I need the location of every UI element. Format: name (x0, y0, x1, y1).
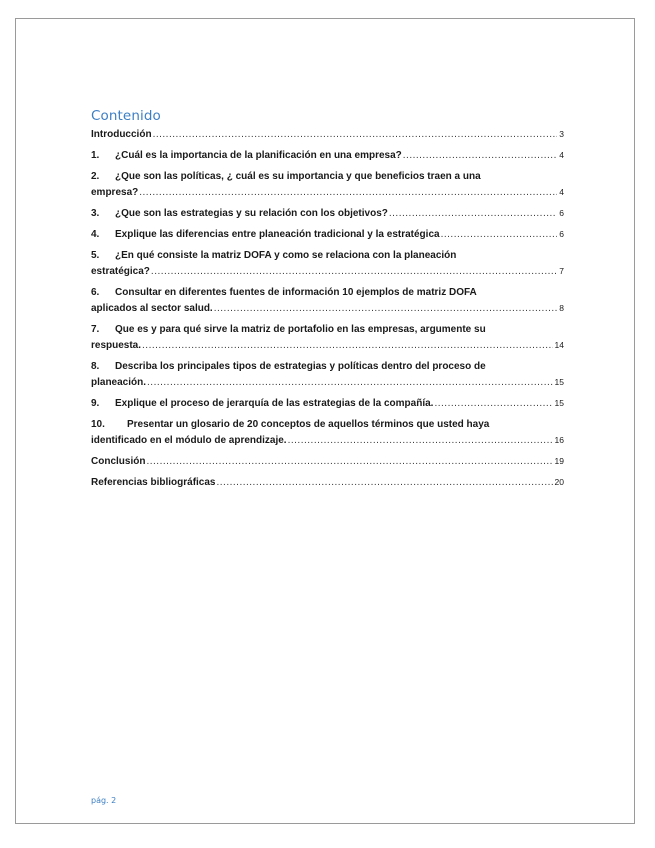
toc-entry-1[interactable] (91, 149, 564, 162)
dot-leader (139, 186, 557, 199)
dot-leader (147, 376, 553, 389)
dot-leader (403, 149, 558, 162)
dot-leader (434, 397, 552, 410)
toc-page-number: 20 (554, 477, 564, 487)
toc-title: Contenido (91, 108, 161, 124)
dot-leader (142, 339, 553, 352)
toc-entry-text: Explique las diferencias entre planeación tradicional y la estratégica (115, 229, 440, 240)
toc-entry-text: ¿Que son las estrategias y su relación con los objetivos? (115, 208, 388, 219)
toc-page-number: 16 (554, 435, 564, 445)
toc-entry-text: Describa los principales tipos de estrategias y políticas dentro del proceso de (115, 361, 486, 372)
toc-entry-text: Conclusión (91, 456, 146, 467)
toc-entry-number: 4. (91, 229, 100, 240)
toc-page-number: 7 (559, 266, 564, 276)
toc-entry-text: ¿Cuál es la importancia de la planificación en una empresa? (115, 150, 402, 161)
table-of-contents (91, 108, 564, 489)
toc-page-number: 15 (554, 398, 564, 408)
toc-entry-number: 1. (91, 150, 100, 161)
toc-entry-text-cont: identificado en el módulo de aprendizaje. (91, 435, 287, 446)
toc-entry-number: 8. (91, 361, 100, 372)
toc-entry-number: 5. (91, 250, 100, 261)
toc-entry-number: 7. (91, 324, 100, 335)
toc-entry-7[interactable] (91, 323, 564, 352)
toc-page-number: 6 (559, 208, 564, 218)
toc-entry-5[interactable] (91, 249, 564, 278)
toc-entry-referencias[interactable] (91, 476, 564, 489)
toc-entry-text: ¿Que son las políticas, ¿ cuál es su importancia y que beneficios traen a una (115, 171, 481, 182)
toc-entry-text: Presentar un glosario de 20 conceptos de aquellos términos que usted haya (127, 419, 490, 430)
toc-entry-text: Explique el proceso de jerarquía de las estrategias de la compañía. (115, 398, 434, 409)
toc-entry-text-cont: planeación. (91, 377, 147, 388)
toc-page-number: 8 (559, 303, 564, 313)
toc-entry-4[interactable] (91, 228, 564, 241)
toc-entry-text: ¿En qué consiste la matriz DOFA y como se relaciona con la planeación (115, 250, 457, 261)
toc-page-number: 4 (559, 187, 564, 197)
dot-leader (153, 128, 558, 141)
dot-leader (214, 302, 558, 315)
toc-entry-2[interactable] (91, 170, 564, 199)
toc-entry-3[interactable] (91, 207, 564, 220)
dot-leader (151, 265, 557, 278)
toc-entry-text: Consultar en diferentes fuentes de información 10 ejemplos de matriz DOFA (115, 287, 477, 298)
toc-entry-text-cont: estratégica? (91, 266, 150, 277)
toc-page-number: 15 (554, 377, 564, 387)
dot-leader (217, 476, 553, 489)
toc-page-number: 14 (554, 340, 564, 350)
toc-entry-text-cont: aplicados al sector salud. (91, 303, 213, 314)
toc-entry-text-cont: respuesta. (91, 340, 142, 351)
toc-entry-6[interactable] (91, 286, 564, 315)
toc-entry-text: Que es y para qué sirve la matriz de portafolio en las empresas, argumente su (115, 324, 486, 335)
dot-leader (389, 207, 557, 220)
toc-entry-conclusion[interactable] (91, 455, 564, 468)
toc-entry-9[interactable] (91, 397, 564, 410)
toc-entry-text: Introducción (91, 129, 152, 140)
toc-entry-introduccion[interactable] (91, 128, 564, 141)
toc-page-number: 19 (554, 456, 564, 466)
toc-entry-text-cont: empresa? (91, 187, 139, 198)
toc-entry-number: 2. (91, 171, 100, 182)
dot-leader (146, 455, 552, 468)
toc-entry-number: 6. (91, 287, 100, 298)
toc-entry-number: 9. (91, 398, 100, 409)
toc-entry-10[interactable] (91, 418, 564, 447)
toc-page-number: 4 (559, 150, 564, 160)
dot-leader (288, 434, 553, 447)
dot-leader (441, 228, 558, 241)
toc-entry-number: 3. (91, 208, 100, 219)
toc-entry-8[interactable] (91, 360, 564, 389)
toc-page-number: 3 (559, 129, 564, 139)
toc-entry-text: Referencias bibliográficas (91, 477, 216, 488)
toc-page-number: 6 (559, 229, 564, 239)
page-number-footer: pág. 2 (91, 796, 117, 805)
toc-entry-number: 10. (91, 419, 105, 430)
